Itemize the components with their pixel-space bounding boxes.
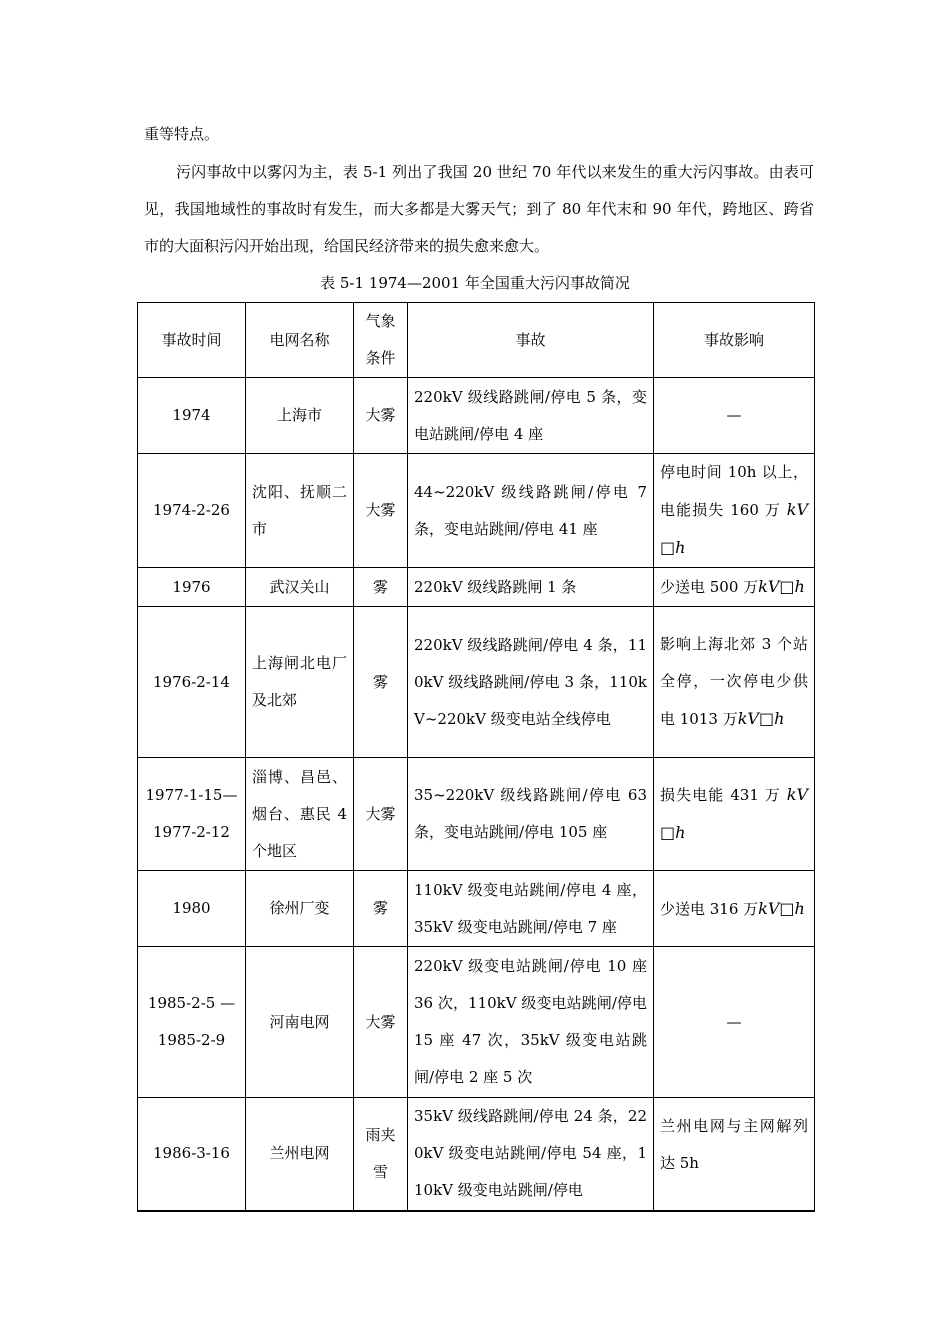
cell-impact bbox=[654, 1098, 815, 1211]
impact-text: 停电时间 10h 以上，电能损失 160 万 bbox=[660, 463, 808, 519]
table-row bbox=[138, 607, 815, 758]
cell-time: 1974-2-26 bbox=[138, 454, 246, 568]
impact-unit: kV□h bbox=[758, 898, 805, 918]
cell-weather: 雨夹雪 bbox=[354, 1098, 408, 1211]
cell-time: 1977-1-15—1977-2-12 bbox=[138, 758, 246, 871]
cell-time: 1976-2-14 bbox=[138, 607, 246, 758]
impact-unit: kV□h bbox=[737, 709, 785, 728]
cell-weather: 大雾 bbox=[354, 454, 408, 568]
cell-impact bbox=[654, 454, 815, 568]
impact-unit: kV□h bbox=[660, 785, 808, 842]
table-row bbox=[138, 947, 815, 1098]
cell-impact bbox=[654, 568, 815, 607]
impact-text: — bbox=[726, 406, 742, 424]
accident-table bbox=[137, 302, 815, 1212]
table-row bbox=[138, 378, 815, 454]
header-time: 事故时间 bbox=[138, 303, 246, 378]
cell-time: 1986-3-16 bbox=[138, 1098, 246, 1211]
impact-text: 少送电 316 万 bbox=[660, 899, 759, 918]
cell-accident: 110kV 级变电站跳闸/停电 4 座，35kV 级变电站跳闸/停电 7 座 bbox=[408, 871, 654, 947]
cell-time: 1976 bbox=[138, 568, 246, 607]
impact-text: 兰州电网与主网解列达 5h bbox=[660, 1117, 808, 1172]
header-weather: 气象条件 bbox=[354, 303, 408, 378]
cell-weather: 大雾 bbox=[354, 947, 408, 1098]
table-row bbox=[138, 871, 815, 947]
cell-impact bbox=[654, 378, 815, 454]
cell-grid: 沈阳、抚顺二市 bbox=[246, 454, 354, 568]
header-grid: 电网名称 bbox=[246, 303, 354, 378]
impact-text: 损失电能 431 万 bbox=[660, 786, 781, 804]
cell-grid: 河南电网 bbox=[246, 947, 354, 1098]
impact-text: 影响上海北郊 3 个站全停，一次停电少供电 1013 万 bbox=[660, 635, 808, 728]
cell-weather: 雾 bbox=[354, 871, 408, 947]
cell-accident: 220kV 级变电站跳闸/停电 10 座 36 次，110kV 级变电站跳闸/停电 15 座 47 次，35kV 级变电站跳闸/停电 2 座 5 次 bbox=[408, 947, 654, 1098]
cell-impact bbox=[654, 947, 815, 1098]
cell-accident: 35~220kV 级线路跳闸/停电 63 条，变电站跳闸/停电 105 座 bbox=[408, 758, 654, 871]
cell-accident: 44~220kV 级线路跳闸/停电 7 条，变电站跳闸/停电 41 座 bbox=[408, 454, 654, 568]
cell-time: 1980 bbox=[138, 871, 246, 947]
cell-time: 1974 bbox=[138, 378, 246, 454]
cell-accident: 220kV 级线路跳闸 1 条 bbox=[408, 568, 654, 607]
cell-grid: 上海市 bbox=[246, 378, 354, 454]
cell-accident: 220kV 级线路跳闸/停电 4 条，110kV 级线路跳闸/停电 3 条，110kV~220kV 级变电站全线停电 bbox=[408, 607, 654, 758]
cell-accident: 220kV 级线路跳闸/停电 5 条，变电站跳闸/停电 4 座 bbox=[408, 378, 654, 454]
impact-text: 少送电 500 万 bbox=[660, 578, 759, 596]
table-caption: 表 5-1 1974—2001 年全国重大污闪事故简况 bbox=[320, 274, 630, 292]
cell-weather: 大雾 bbox=[354, 378, 408, 454]
paragraph-continuation: 重等特点。 bbox=[144, 125, 220, 143]
table-row bbox=[138, 1098, 815, 1211]
cell-grid: 徐州厂变 bbox=[246, 871, 354, 947]
paragraph-intro: 污闪事故中以雾闪为主，表 5-1 列出了我国 20 世纪 70 年代以来发生的重大污闪事故。由表可见，我国地域性的事故时有发生，而大多都是大雾天气；到了 80 年代末和 90 年代，跨地区、跨省市的大面积污闪开始出现，给国民经济带来的损失愈来愈大。 bbox=[144, 163, 814, 255]
table-row bbox=[138, 758, 815, 871]
cell-accident: 35kV 级线路跳闸/停电 24 条，220kV 级变电站跳闸/停电 54 座，110kV 级变电站跳闸/停电 bbox=[408, 1098, 654, 1211]
cell-impact bbox=[654, 871, 815, 947]
cell-impact bbox=[654, 758, 815, 871]
impact-unit: kV□h bbox=[660, 500, 808, 557]
cell-time: 1985-2-5 —1985-2-9 bbox=[138, 947, 246, 1098]
table-row bbox=[138, 454, 815, 568]
cell-grid: 上海闸北电厂及北郊 bbox=[246, 607, 354, 758]
table-row bbox=[138, 568, 815, 607]
header-accident: 事故 bbox=[408, 303, 654, 378]
cell-weather: 大雾 bbox=[354, 758, 408, 871]
cell-weather: 雾 bbox=[354, 607, 408, 758]
cell-grid: 兰州电网 bbox=[246, 1098, 354, 1211]
impact-text: — bbox=[726, 1012, 742, 1031]
cell-weather: 雾 bbox=[354, 568, 408, 607]
cell-impact bbox=[654, 607, 815, 758]
cell-grid: 淄博、昌邑、烟台、惠民 4 个地区 bbox=[246, 758, 354, 871]
table-header-row bbox=[138, 303, 815, 378]
impact-unit: kV□h bbox=[758, 577, 805, 596]
header-impact: 事故影响 bbox=[654, 303, 815, 378]
cell-grid: 武汉关山 bbox=[246, 568, 354, 607]
